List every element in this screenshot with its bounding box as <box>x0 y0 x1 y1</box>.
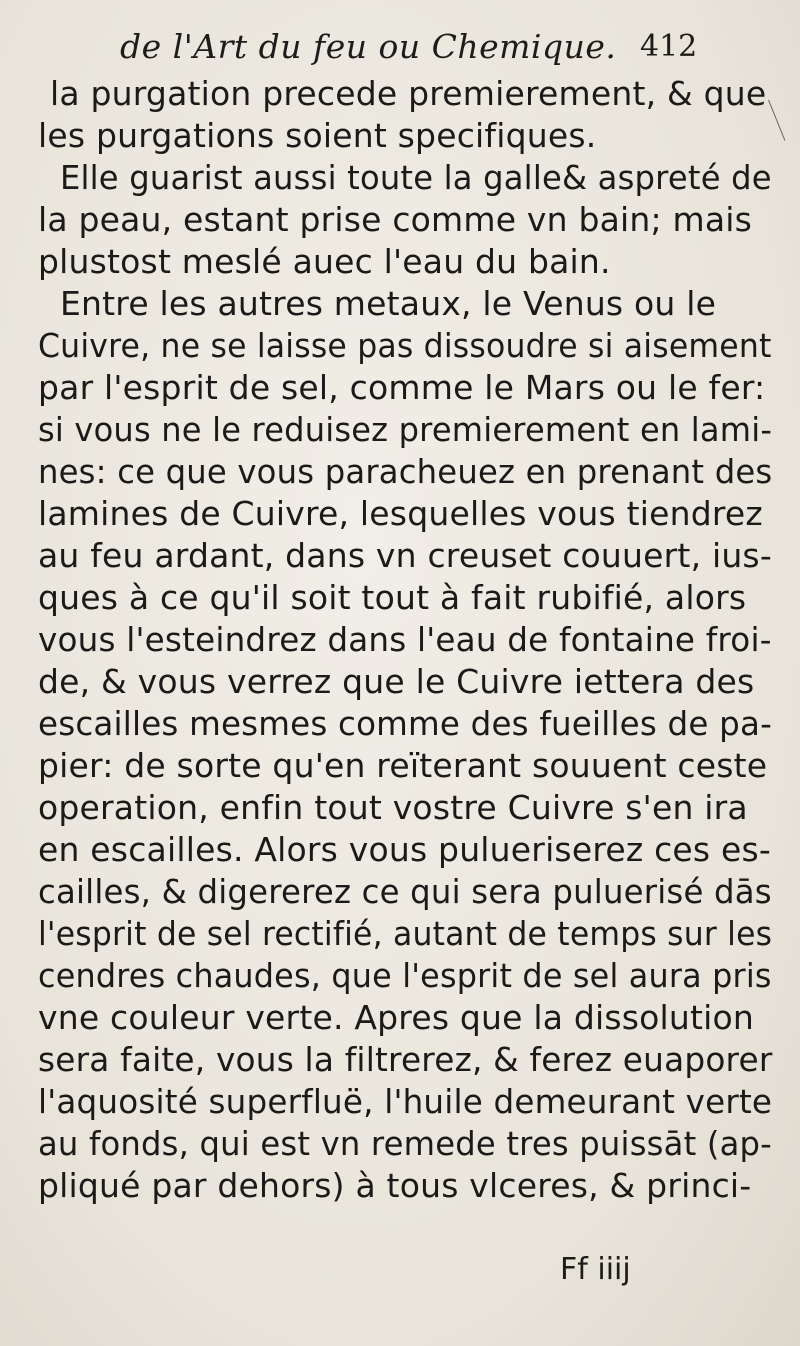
text-line: escailles mesmes comme des fueilles de pa- <box>38 704 773 743</box>
text-line: la purgation precede premierement, & que <box>50 74 767 113</box>
text-line: pliqué par dehors) à tous vlceres, & princi- <box>38 1166 752 1205</box>
text-line: vous l'esteindrez dans l'eau de fontaine froi- <box>38 620 772 659</box>
text-line: au feu ardant, dans vn creuset couuert, ius- <box>38 536 772 575</box>
text-line: sera faite, vous la filtrerez, & ferez euaporer <box>38 1040 773 1079</box>
text-line: plustost meslé auec l'eau du bain. <box>38 242 611 281</box>
text-line: operation, enfin tout vostre Cuivre s'en ira <box>38 788 748 827</box>
text-line: cendres chaudes, que l'esprit de sel aura pris <box>38 956 772 995</box>
text-line: Cuivre, ne se laisse pas dissoudre si aisement <box>38 326 772 365</box>
text-line: ques à ce qu'il soit tout à fait rubifié, alors <box>38 578 747 617</box>
running-title: de l'Art du feu ou Chemique. <box>120 27 617 66</box>
text-line: pier: de sorte qu'en reïterant souuent ceste <box>38 746 768 785</box>
page-number: 412 <box>640 29 698 64</box>
text-line: par l'esprit de sel, comme le Mars ou le fer: <box>38 368 766 407</box>
text-line: vne couleur verte. Apres que la dissolution <box>38 998 755 1037</box>
text-line: nes: ce que vous paracheuez en prenant des <box>38 452 773 491</box>
text-line: Entre les autres metaux, le Venus ou le <box>60 284 717 323</box>
text-line: en escailles. Alors vous pulueriserez ces es- <box>38 830 772 869</box>
text-line: l'aquosité superfluë, l'huile demeurant verte <box>38 1082 773 1121</box>
text-line: au fonds, qui est vn remede tres puissāt (ap- <box>38 1124 772 1163</box>
margin-pen-mark <box>768 100 770 144</box>
running-head <box>0 22 800 72</box>
text-line: lamines de Cuivre, lesquelles vous tiendrez <box>38 494 763 533</box>
text-line: si vous ne le reduisez premierement en lami- <box>38 410 773 449</box>
text-line: l'esprit de sel rectifié, autant de temps sur les <box>38 914 773 953</box>
text-line: la peau, estant prise comme vn bain; mais <box>38 200 753 239</box>
text-line: cailles, & digererez ce qui sera puluerisé dās <box>38 872 772 911</box>
text-line: de, & vous verrez que le Cuivre iettera des <box>38 662 755 701</box>
signature-mark: Ff iiij <box>560 1252 631 1287</box>
text-line: les purgations soient specifiques. <box>38 116 597 155</box>
text-line: Elle guarist aussi toute la galle& aspreté de <box>60 158 772 197</box>
